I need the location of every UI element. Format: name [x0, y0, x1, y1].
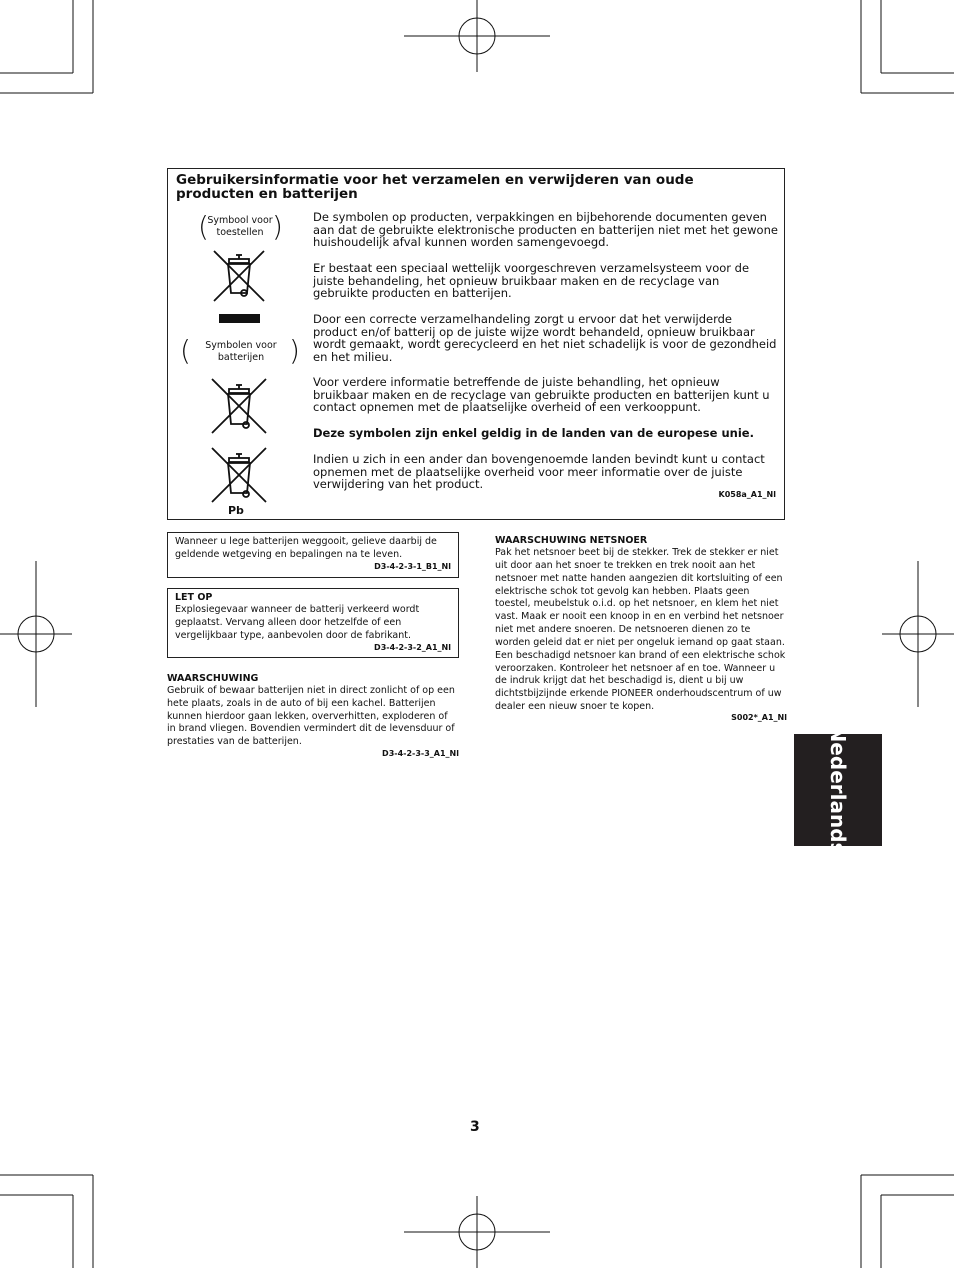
- reference-code: D3-4-2-3-1_B1_Nl: [374, 562, 451, 571]
- warning-text: Gebruik of bewaar batterijen niet in direct zonlicht of op een hete plaats, zoals in de auto of bij een kachel. Batterijen kunnen hierdoor gaan lekken, oververhitten, exploderen of in brand vliegen. Bovendien vermindert dit de levensduur of prestaties van de batterijen.: [167, 685, 455, 748]
- warning-text: Pak het netsnoer beet bij de stekker. Trek de stekker er niet uit door aan het snoer te trekken en trek nooit aan het netsnoer met natte handen aangezien dit kortsluiting of een elektrische schok tot gevolg kan hebben. Plaats geen toestel, meubelstuk o.i.d. op het netsnoer, en klem het niet vast. Maak er nooit een knoop in en en verbind het netsnoer niet met andere snoeren. De netsnoeren dienen zo te worden geleid dat er niet per ongeluk iemand op gaat staan. Een beschadigd netsnoer kan brand of een elektrische schok veroorzaken. Kontroleer het netsnoer af en toe. Wanneer u de indruk krijgt dat het beschadigd is, dient u bij uw dichtstbijzijnde erkende PIONEER onderhoudscentrum of uw dealer een nieuw snoer te kopen.: [495, 547, 786, 713]
- caution-heading: LET OP: [175, 592, 213, 603]
- reference-code: S002*_A1_Nl: [731, 713, 787, 722]
- disposal-info-box: [167, 168, 785, 520]
- crossed-bin-icon: [210, 446, 268, 504]
- paragraph: Er bestaat een speciaal wettelijk voorgeschreven verzamelsysteem voor de juiste behandeling, het opnieuw bruikbaar maken en de recyclage van gebruikte producten en batterijen.: [313, 261, 750, 301]
- battery-warning: [167, 673, 459, 763]
- bracket-left: (: [198, 210, 209, 243]
- page-number: 3: [470, 1119, 480, 1135]
- bracket-left: (: [180, 334, 191, 367]
- bold-note: Deze symbolen zijn enkel geldig in de landen van de europese unie.: [313, 426, 754, 440]
- power-cord-warning: [495, 535, 787, 725]
- bracket-right: ): [289, 334, 300, 367]
- battery-disposal-text: Wanneer u lege batterijen weggooit, gelieve daarbij de geldende wetgeving en bepalingen na te leven.: [175, 536, 437, 560]
- crossed-bin-icon: [210, 377, 268, 435]
- caution-text: Explosiegevaar wanneer de batterij verkeerd wordt geplaatst. Vervang alleen door hetzelfde of een vergelijkbaar type, aanbevolen door de fabrikant.: [175, 604, 420, 641]
- paragraph: De symbolen op producten, verpakkingen en bijbehorende documenten geven aan dat de gebruikte elektronische producten en batterijen niet met het gewone huishoudelijk afval kunnen worden samengevoegd.: [313, 210, 778, 250]
- bracket-right: ): [272, 210, 283, 243]
- language-tab: [794, 725, 882, 855]
- symbol-batteries-label: Symbolen voor batterijen: [205, 340, 277, 363]
- language-tab-label: Nederlands: [826, 725, 850, 855]
- reference-code: D3-4-2-3-2_A1_Nl: [374, 643, 451, 652]
- pb-label: Pb: [228, 504, 244, 517]
- symbol-devices-label: Symbool voor toestellen: [207, 215, 273, 238]
- caution-box: [167, 588, 459, 658]
- paragraph: Door een correcte verzamelhandeling zorgt u ervoor dat het verwijderde product en/of batterij op de juiste wijze wordt behandeld, opnieuw bruikbaar wordt gemaakt, wordt gerecycleerd en het niet schadelijk is voor de gezondheid en het milieu.: [313, 312, 777, 364]
- reference-code: K058a_A1_Nl: [718, 490, 776, 499]
- warning-heading: WAARSCHUWING NETSNOER: [495, 535, 648, 546]
- warning-heading: WAARSCHUWING: [167, 673, 259, 684]
- section-title: Gebruikersinformatie voor het verzamelen en verwijderen van oude producten en batterijen: [176, 172, 694, 202]
- paragraph: Voor verdere informatie betreffende de juiste behandling, het opnieuw bruikbaar maken en de recyclage van gebruikte producten en batterijen kunt u contact opnemen met de plaatselijke overheid of een verkooppunt.: [313, 375, 770, 415]
- reference-code: D3-4-2-3-3_A1_Nl: [382, 749, 459, 758]
- paragraph: Indien u zich in een ander dan bovengenoemde landen bevindt kunt u contact opnemen met de plaatselijke overheid voor meer informatie over de juiste verwijdering van het product.: [313, 452, 765, 492]
- solid-bar-icon: [219, 314, 260, 323]
- battery-disposal-box: [167, 532, 459, 578]
- crossed-bin-icon: [212, 249, 266, 303]
